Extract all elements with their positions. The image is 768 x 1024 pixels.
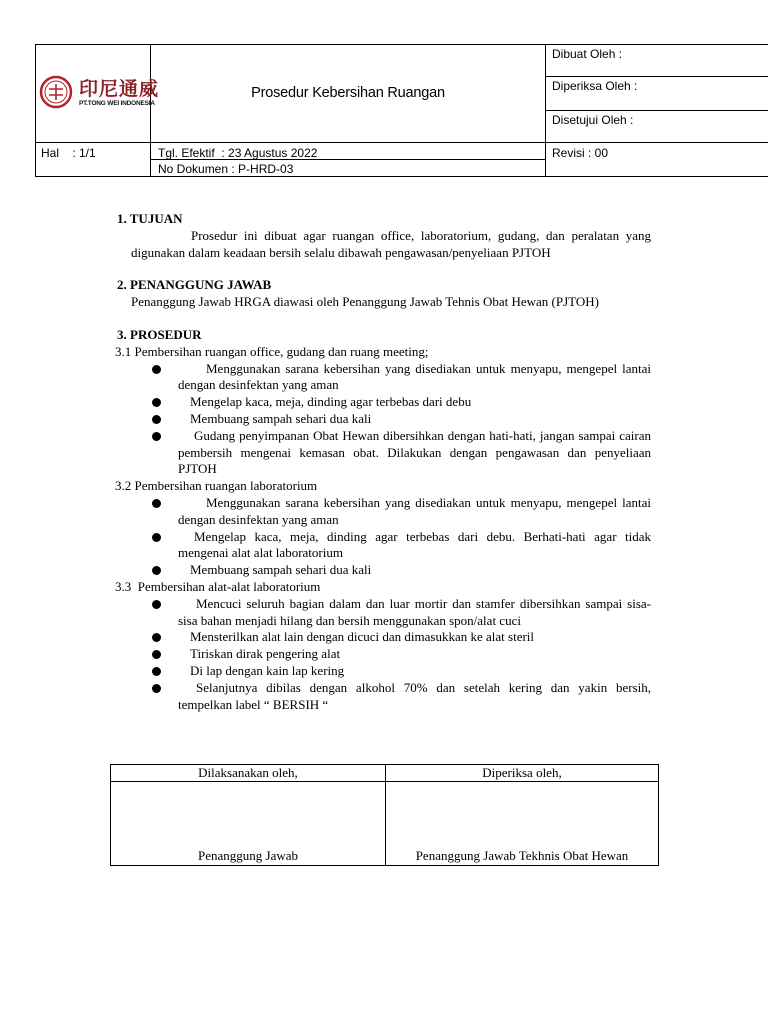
list-item: Mensterilkan alat lain dengan dicuci dan dimasukkan ke alat steril xyxy=(117,629,651,646)
header-border-bottom xyxy=(35,176,768,177)
list-item: Gudang penyimpanan Obat Hewan dibersihkan dengan hati-hati, jangan sampai cairan pembersih mengenai kemasan obat. Dilakukan dengan pengawasan dan penyeliaan PJTOH xyxy=(117,428,651,478)
effective-date: Tgl. Efektif : 23 Agustus 2022 xyxy=(158,146,318,160)
section-heading-tujuan: 1. TUJUAN xyxy=(117,211,183,226)
disetujui-oleh-label: Disetujui Oleh : xyxy=(552,113,634,127)
header-right-divider-2 xyxy=(545,110,768,111)
section-heading-prosedur: 3. PROSEDUR xyxy=(117,326,202,342)
company-logo xyxy=(39,72,160,116)
bullet-icon xyxy=(152,600,161,609)
subsection-title-3-2: 3.2 Pembersihan ruangan laboratorium xyxy=(115,478,318,494)
signature-box-left[interactable] xyxy=(111,782,386,866)
list-item: Membuang sampah sehari dua kali xyxy=(117,411,651,428)
signature-header-left: Dilaksanakan oleh, xyxy=(111,765,386,782)
list-item: Selanjutnya dibilas dengan alkohol 70% dan setelah kering dan yakin bersih, tempelkan label “ BERSIH “ xyxy=(117,680,651,714)
bullet-icon xyxy=(152,499,161,508)
bullet-icon xyxy=(152,667,161,676)
company-logo-text: 印尼通威 xyxy=(79,78,160,100)
revision-number: Revisi : 00 xyxy=(552,146,609,160)
document-title: Prosedur Kebersihan Ruangan xyxy=(251,85,445,101)
header-row-divider xyxy=(35,142,768,143)
list-item: Mengelap kaca, meja, dinding agar terbebas dari debu. Berhati-hati agar tidak mengenai alat alat laboratorium xyxy=(117,529,651,563)
signature-header-right: Diperiksa oleh, xyxy=(386,765,659,782)
bullet-icon xyxy=(152,365,161,374)
signature-role-left: Penanggung Jawab xyxy=(197,848,298,863)
list-item: Mencuci seluruh bagian dalam dan luar mortir dan stamfer dibersihkan sampai sisa-sisa bahan menjadi hilang dan bersih menggunakan spon/alat cuci xyxy=(117,596,651,630)
list-item: Menggunakan sarana kebersihan yang disediakan untuk menyapu, mengepel lantai dengan desinfektan yang aman xyxy=(117,495,651,529)
signature-table xyxy=(110,764,659,866)
page-number: Hal : 1/1 xyxy=(41,146,96,160)
list-item: Tiriskan dirak pengering alat xyxy=(117,646,651,663)
section-text-tujuan: Prosedur ini dibuat agar ruangan office, laboratorium, gudang, dan peralatan yang digunakan dalam keadaan bersih selalu dibawah pengawasan/penyeliaan PJTOH xyxy=(131,227,651,260)
bullet-icon xyxy=(152,398,161,407)
section-text-penanggung-jawab: Penanggung Jawab HRGA diawasi oleh Penanggung Jawab Tehnis Obat Hewan (PJTOH) xyxy=(131,294,599,310)
bullet-icon xyxy=(152,432,161,441)
dibuat-oleh-label: Dibuat Oleh : xyxy=(552,47,623,61)
bullet-icon xyxy=(152,566,161,575)
bullet-icon xyxy=(152,633,161,642)
list-item: Mengelap kaca, meja, dinding agar terbebas dari debu xyxy=(117,394,651,411)
company-seal-icon xyxy=(39,75,73,109)
header-border-left xyxy=(35,44,36,177)
list-item: Membuang sampah sehari dua kali xyxy=(117,562,651,579)
header-right-divider-1 xyxy=(545,76,768,77)
document-body xyxy=(117,211,651,713)
subsection-title-3-1: 3.1 Pembersihan ruangan office, gudang dan ruang meeting; xyxy=(115,343,429,359)
list-item: Di lap dengan kain lap kering xyxy=(117,663,651,680)
document-number: No Dokumen : P-HRD-03 xyxy=(158,162,294,176)
bullet-icon xyxy=(152,684,161,693)
list-item: Menggunakan sarana kebersihan yang disediakan untuk menyapu, mengepel lantai dengan desinfektan yang aman xyxy=(117,361,651,395)
section-heading-penanggung-jawab: 2. PENANGGUNG JAWAB xyxy=(117,277,272,293)
diperiksa-oleh-label: Diperiksa Oleh : xyxy=(552,79,638,93)
bullet-icon xyxy=(152,533,161,542)
bullet-icon xyxy=(152,415,161,424)
company-logo-subtext: PT.TONG WEI INDONESIA xyxy=(79,100,155,107)
bullet-icon xyxy=(152,650,161,659)
signature-role-right: Penanggung Jawab Tekhnis Obat Hewan xyxy=(415,848,629,863)
document-header xyxy=(35,44,768,177)
subsection-title-3-3: 3.3 Pembersihan alat-alat laboratorium xyxy=(115,578,321,594)
signature-box-right[interactable] xyxy=(386,782,659,866)
